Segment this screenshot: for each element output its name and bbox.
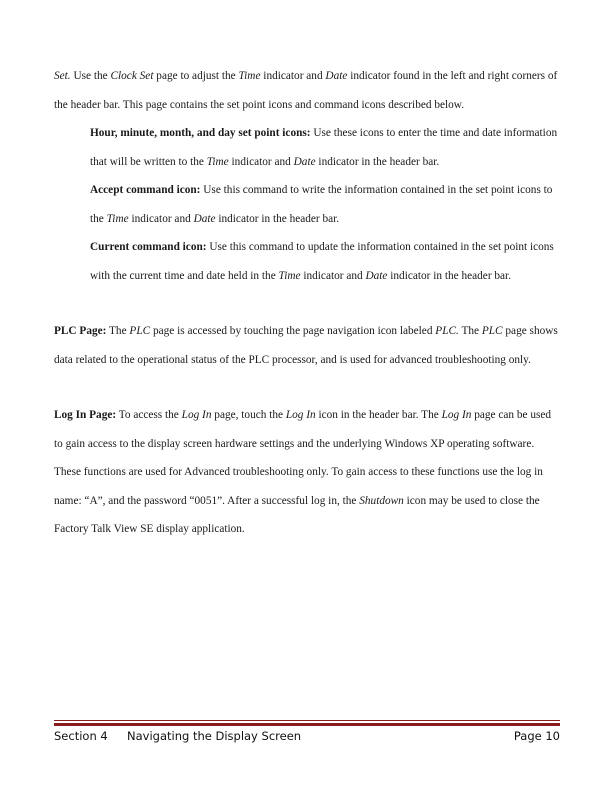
login-g: page can be used to gain access to the display screen hardware settings and the underlying Windows XP operating software. These functions are used for Advanced troubleshooting only. To gain access to these functions use the log in name: “A”, and the password “0051”. After a successful log in, the <box>54 409 552 507</box>
accept-e: indicator in the header bar. <box>215 212 340 225</box>
clock-intro-c: Clock Set <box>110 70 154 82</box>
hour-d: Date <box>293 155 316 168</box>
plc-g: page shows data related to the operational status of the PLC processor, and is used for advanced troubleshooting only. <box>54 325 558 366</box>
login-d: Log In <box>285 409 316 421</box>
clock-intro-e: Time <box>238 70 261 82</box>
footer-title: Navigating the Display Screen <box>127 729 302 743</box>
current-b: Time <box>278 269 301 282</box>
clock-intro-d: page to adjust the <box>153 70 239 82</box>
login-e: icon in the header bar. The <box>315 409 442 421</box>
log-in-page-term: Log In Page: <box>54 409 117 421</box>
clock-intro-h: indicator found in the left and right corners of the header bar. This page contains the set point icons and command icons described below. <box>54 70 558 111</box>
paragraph-gap <box>54 290 560 317</box>
plc-page-paragraph <box>54 317 560 374</box>
current-c: indicator and <box>300 269 366 282</box>
accept-b: Time <box>106 212 129 225</box>
footer-rule-thick <box>54 723 560 726</box>
clock-intro-a: Set. <box>54 70 71 82</box>
current-e: indicator in the header bar. <box>387 269 512 282</box>
plc-f: PLC <box>481 325 503 337</box>
plc-e: The <box>458 325 482 337</box>
hour-icons-term: Hour, minute, month, and day set point icons: <box>90 127 311 139</box>
clock-intro-b: Use the <box>70 70 111 82</box>
clock-intro-f: indicator and <box>260 70 326 82</box>
current-d: Date <box>365 269 388 282</box>
accept-d: Date <box>193 212 216 225</box>
login-b: Log In <box>181 409 212 421</box>
paragraph-gap <box>54 374 560 401</box>
current-icon-term: Current command icon: <box>90 241 207 253</box>
clock-intro-g: Date <box>325 70 348 82</box>
accept-icon-paragraph <box>54 176 560 233</box>
page-footer <box>54 729 560 745</box>
hour-a: Use these icons to enter the time and date information that will be written to the <box>90 127 558 168</box>
plc-page-term: PLC Page: <box>54 325 107 337</box>
plc-d: PLC. <box>435 325 459 337</box>
hour-e: indicator in the header bar. <box>315 155 440 168</box>
login-f: Log In <box>441 409 472 421</box>
hour-b: Time <box>206 155 229 168</box>
accept-icon-term: Accept command icon: <box>90 184 201 196</box>
login-i: icon may be used to close the Factory Talk View SE display application. <box>54 494 540 535</box>
plc-c: page is accessed by touching the page navigation icon labeled <box>150 325 436 337</box>
current-icon-paragraph <box>54 233 560 290</box>
accept-c: indicator and <box>128 212 194 225</box>
plc-a: The <box>106 325 130 337</box>
plc-b: PLC <box>129 325 151 337</box>
hour-icons-paragraph <box>54 119 560 176</box>
login-a: To access the <box>116 409 182 421</box>
clock-set-paragraph <box>54 62 560 119</box>
log-in-page-paragraph <box>54 401 560 544</box>
footer-rule-thin <box>54 720 560 721</box>
document-body <box>54 62 560 544</box>
login-c: page, touch the <box>211 409 286 421</box>
login-h: Shutdown <box>359 494 404 507</box>
accept-a: Use this command to write the information contained in the set point icons to the <box>90 184 553 225</box>
hour-c: indicator and <box>228 155 294 168</box>
footer-page-number: Page 10 <box>513 729 560 743</box>
footer-section: Section 4 <box>54 729 108 743</box>
current-a: Use this command to update the information contained in the set point icons with the current time and date held in the <box>90 241 554 282</box>
